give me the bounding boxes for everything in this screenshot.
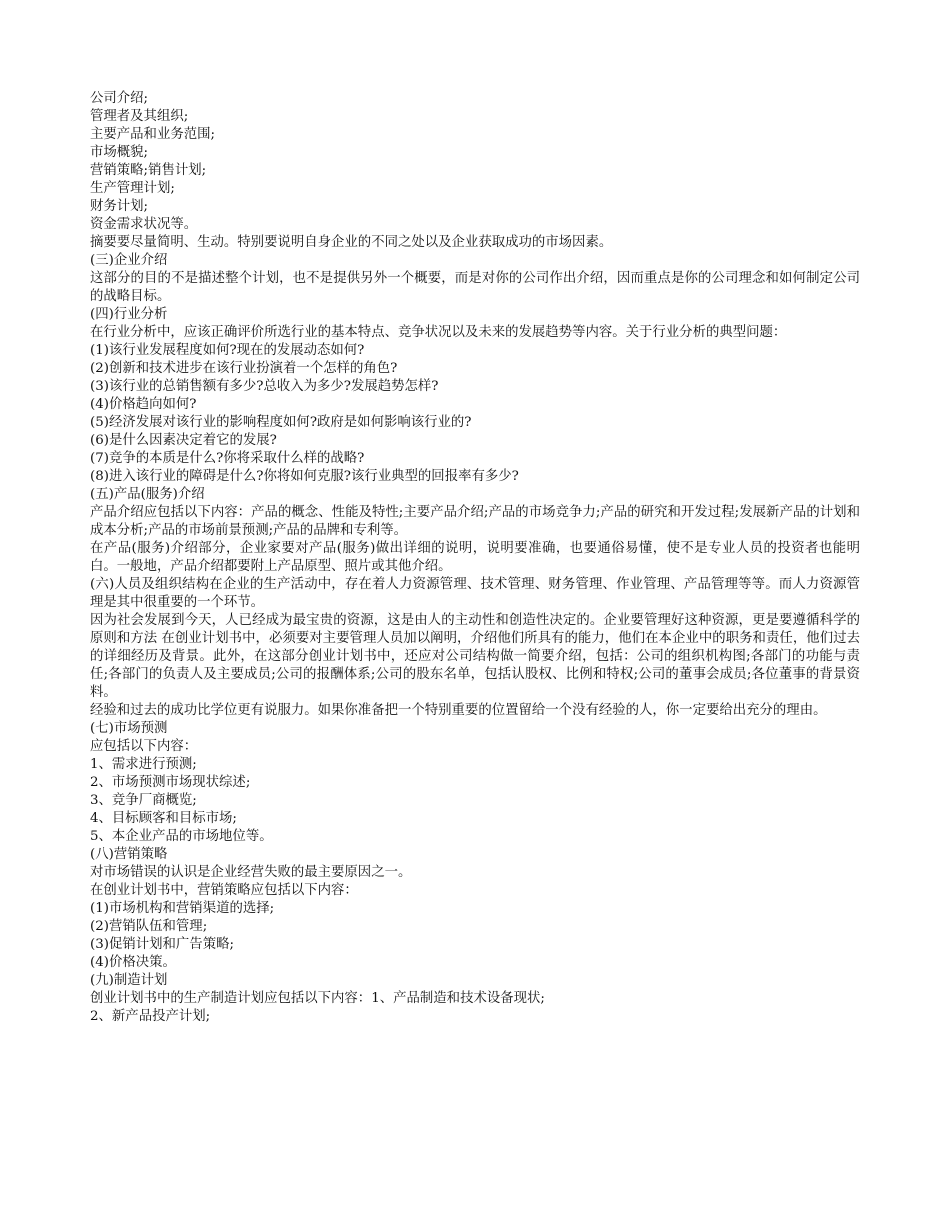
text-line: 生产管理计划; bbox=[90, 181, 175, 196]
text-line: 公司介绍; bbox=[90, 91, 149, 106]
paragraph: 在产品(服务)介绍部分，企业家要对产品(服务)做出详细的说明，说明要准确，也要通俗易懂，使不是专业人员的投资者也能明白。一般地，产品介绍都要附上产品原型、照片或其他介绍。 bbox=[90, 541, 860, 574]
text-line: 市场概貌; bbox=[90, 145, 149, 160]
text-line: 营销策略;销售计划; bbox=[90, 163, 207, 178]
section-heading: (九)制造计划 bbox=[90, 973, 168, 988]
text-line: 创业计划书中的生产制造计划应包括以下内容：1、产品制造和技术设备现状; bbox=[90, 991, 545, 1006]
list-item: (3)促销计划和广告策略; bbox=[90, 937, 234, 952]
text-line: 主要产品和业务范围; bbox=[90, 127, 216, 142]
list-item: (1)该行业发展程度如何?现在的发展动态如何? bbox=[90, 343, 365, 358]
document-body bbox=[90, 90, 860, 1026]
list-item: (4)价格趋向如何? bbox=[90, 397, 197, 412]
paragraph: 因为社会发展到今天，人已经成为最宝贵的资源，这是由人的主动性和创造性决定的。企业要管理好这种资源，更是要遵循科学的原则和方法 在创业计划书中，必须要对主要管理人员加以阐明，介绍他们所具有的能力，他们在本企业中的职务和责任，他们过去的详细经历及背景。此外，在这部分创业计划书中，还应对公司结构做一简要介绍，包括：公司的组织机构图;各部门的功能与责任;各部门的负责人及主要成员;公司的报酬体系;公司的股东名单，包括认股权、比例和特权;公司的董事会成员;各位董事的背景资料。 bbox=[90, 613, 860, 700]
paragraph: 摘要要尽量简明、生动。特别要说明自身企业的不同之处以及企业获取成功的市场因素。 bbox=[90, 235, 613, 250]
list-item: (7)竞争的本质是什么?你将采取什么样的战略? bbox=[90, 451, 365, 466]
list-item: (3)该行业的总销售额有多少?总收入为多少?发展趋势怎样? bbox=[90, 379, 439, 394]
list-item: 4、目标顾客和目标市场; bbox=[90, 811, 237, 826]
section-heading: (八)营销策略 bbox=[90, 847, 168, 862]
list-item: 3、竞争厂商概览; bbox=[90, 793, 197, 808]
paragraph: 产品介绍应包括以下内容：产品的概念、性能及特性;主要产品介绍;产品的市场竞争力;产品的研究和开发过程;发展新产品的计划和成本分析;产品的市场前景预测;产品的品牌和专利等。 bbox=[90, 505, 860, 538]
paragraph: 经验和过去的成功比学位更有说服力。如果你准备把一个特别重要的位置留给一个没有经验的人，你一定要给出充分的理由。 bbox=[90, 703, 827, 718]
section-heading: (五)产品(服务)介绍 bbox=[90, 487, 205, 502]
list-item: (5)经济发展对该行业的影响程度如何?政府是如何影响该行业的? bbox=[90, 415, 472, 430]
text-line: 在创业计划书中，营销策略应包括以下内容： bbox=[90, 883, 358, 898]
list-item: (8)进入该行业的障碍是什么?你将如何克服?该行业典型的回报率有多少? bbox=[90, 469, 519, 484]
list-item: (6)是什么因素决定着它的发展? bbox=[90, 433, 277, 448]
list-item: (2)创新和技术进步在该行业扮演着一个怎样的角色? bbox=[90, 361, 398, 376]
section-heading: (七)市场预测 bbox=[90, 721, 168, 736]
list-item: 1、需求进行预测; bbox=[90, 757, 197, 772]
text-line: 资金需求状况等。 bbox=[90, 217, 198, 232]
text-line: 管理者及其组织; bbox=[90, 109, 189, 124]
paragraph: 在行业分析中，应该正确评价所选行业的基本特点、竞争状况以及未来的发展趋势等内容。关于行业分析的典型问题： bbox=[90, 325, 787, 340]
section-heading: (四)行业分析 bbox=[90, 307, 168, 322]
paragraph: (六)人员及组织结构在企业的生产活动中，存在着人力资源管理、技术管理、财务管理、作业管理、产品管理等等。而人力资源管理是其中很重要的一个环节。 bbox=[90, 577, 860, 610]
text-line: 财务计划; bbox=[90, 199, 149, 214]
list-item: 5、本企业产品的市场地位等。 bbox=[90, 829, 273, 844]
list-item: (1)市场机构和营销渠道的选择; bbox=[90, 901, 275, 916]
text-line: 应包括以下内容： bbox=[90, 739, 198, 754]
list-item: 2、市场预测市场现状综述; bbox=[90, 775, 251, 790]
text-line: 2、新产品投产计划; bbox=[90, 1009, 211, 1024]
paragraph: 这部分的目的不是描述整个计划，也不是提供另外一个概要，而是对你的公司作出介绍，因而重点是你的公司理念和如何制定公司的战略目标。 bbox=[90, 271, 860, 304]
text-line: 对市场错误的认识是企业经营失败的最主要原因之一。 bbox=[90, 865, 412, 880]
list-item: (4)价格决策。 bbox=[90, 955, 176, 970]
list-item: (2)营销队伍和管理; bbox=[90, 919, 208, 934]
section-heading: (三)企业介绍 bbox=[90, 253, 168, 268]
